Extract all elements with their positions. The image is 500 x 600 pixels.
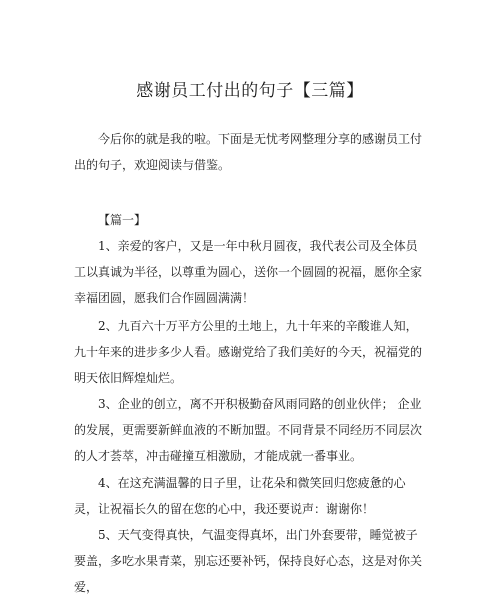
paragraph-4: 4、在这充满温馨的日子里，让花朵和微笑回归您疲惫的心灵，让祝福长久的留在您的心中，我还要说声：谢谢你！: [74, 476, 406, 516]
paragraph-2: 2、九百六十万平方公里的土地上，九十年来的辛酸谁人知，九十年来的进步多少人看。感谢党给了我们美好的今天，祝福党的明天依旧辉煌灿烂。: [74, 319, 423, 385]
paragraph-1: 1、亲爱的客户，又是一年中秋月圆夜，我代表公司及全体员工以真诚为半径，以尊重为圆心，送你一个圆圆的祝福，愿你全家幸福团圆，愿我们合作圆圆满满！: [74, 239, 423, 305]
document-title: 感谢员工付出的句子【三篇】: [136, 81, 364, 101]
paragraph-3: 3、企业的创立，离不开积极勤奋风雨同路的创业伙伴； 企业的发展，更需要新鲜血液的不断加盟。不同背景不同经历不同层次的人才荟萃，冲击碰撞互相激励，才能成就一番事业。: [74, 397, 423, 463]
paragraph-5: 5、天气变得真快，气温变得真坏，出门外套要带，睡觉被子要盖，多吃水果青菜，别忘还要补钙，保持良好心态，这是对你关爱，: [74, 528, 423, 594]
section-label: 【篇一】: [98, 213, 147, 227]
intro-paragraph: 今后你的就是我的啦。下面是无忧考网整理分享的感谢员工付出的句子，欢迎阅读与借鉴。: [74, 132, 423, 172]
